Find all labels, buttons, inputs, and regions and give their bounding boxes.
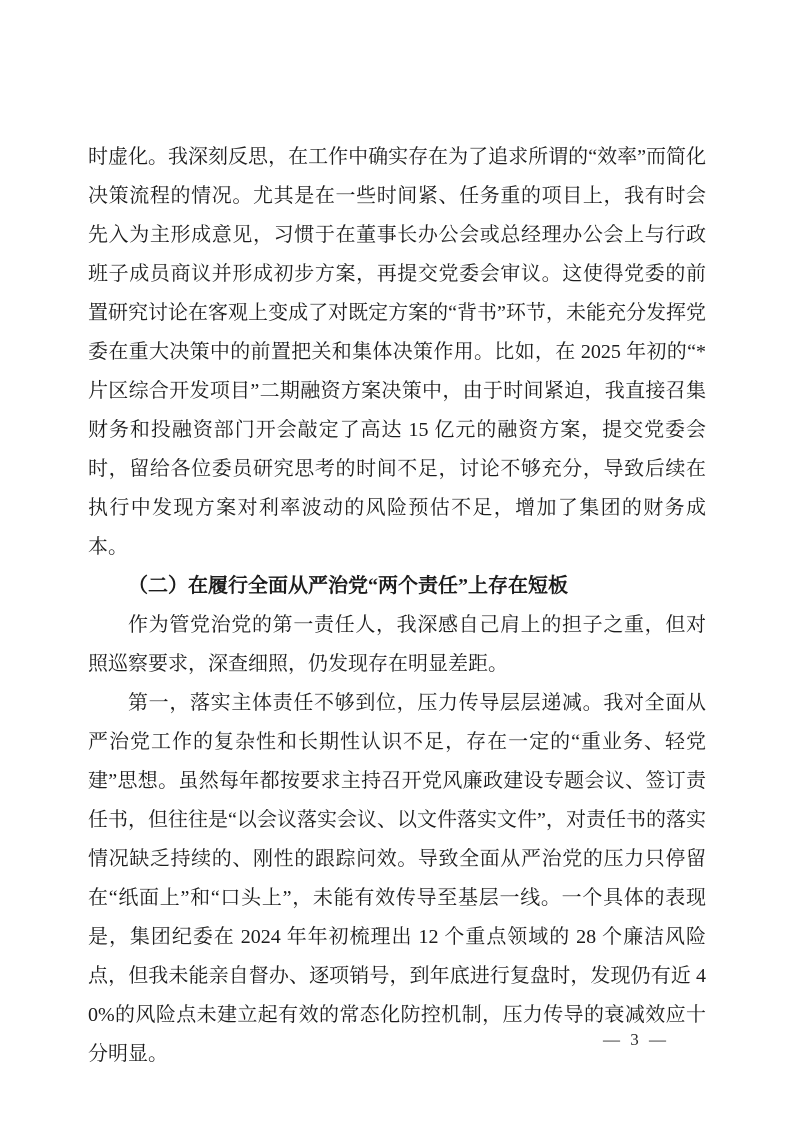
paragraph: 作为管党治党的第一责任人，我深感自己肩上的担子之重，但对照巡察要求，深查细照，仍发现存在明显差距。	[88, 614, 706, 675]
page-number: — 3 —	[603, 1030, 669, 1049]
paragraph: 第一，落实主体责任不够到位，压力传导层层递减。我对全面从严治党工作的复杂性和长期性认识不足，存在一定的“重业务、轻党建”思想。虽然每年都按要求主持召开党风廉政建设专题会议、签订责任书，但往往是“以会议落实会议、以文件落实文件”，对责任书的落实情况缺乏持续的、刚性的跟踪问效。导致全面从严治党的压力只停留在“纸面上”和“口头上”，未能有效传导至基层一线。一个具体的表现是，集团纪委在 2024 年年初梳理出 12 个重点领域的 28 个廉洁风险点，但我未能亲自督办、逐项销号，到年底进行复盘时，发现仍有近 40%的风险点未建立起有效的常态化防控机制，压力传导的衰减效应十分明显。	[88, 692, 706, 1065]
document-body	[88, 138, 706, 1074]
section-heading: （二）在履行全面从严治党“两个责任”上存在短板	[128, 575, 568, 597]
paragraph-continuation: 时虚化。我深刻反思，在工作中确实存在为了追求所谓的“效率”而简化决策流程的情况。尤其是在一些时间紧、任务重的项目上，我有时会先入为主形成意见，习惯于在董事长办公会或总经理办公会上与行政班子成员商议并形成初步方案，再提交党委会审议。这使得党委的前置研究讨论在客观上变成了对既定方案的“背书”环节，未能充分发挥党委在重大决策中的前置把关和集体决策作用。比如，在 2025 年初的“*片区综合开发项目”二期融资方案决策中，由于时间紧迫，我直接召集财务和投融资部门开会敲定了高达 15 亿元的融资方案，提交党委会时，留给各位委员研究思考的时间不足，讨论不够充分，导致后续在执行中发现方案对利率波动的风险预估不足，增加了集团的财务成本。	[88, 146, 706, 558]
